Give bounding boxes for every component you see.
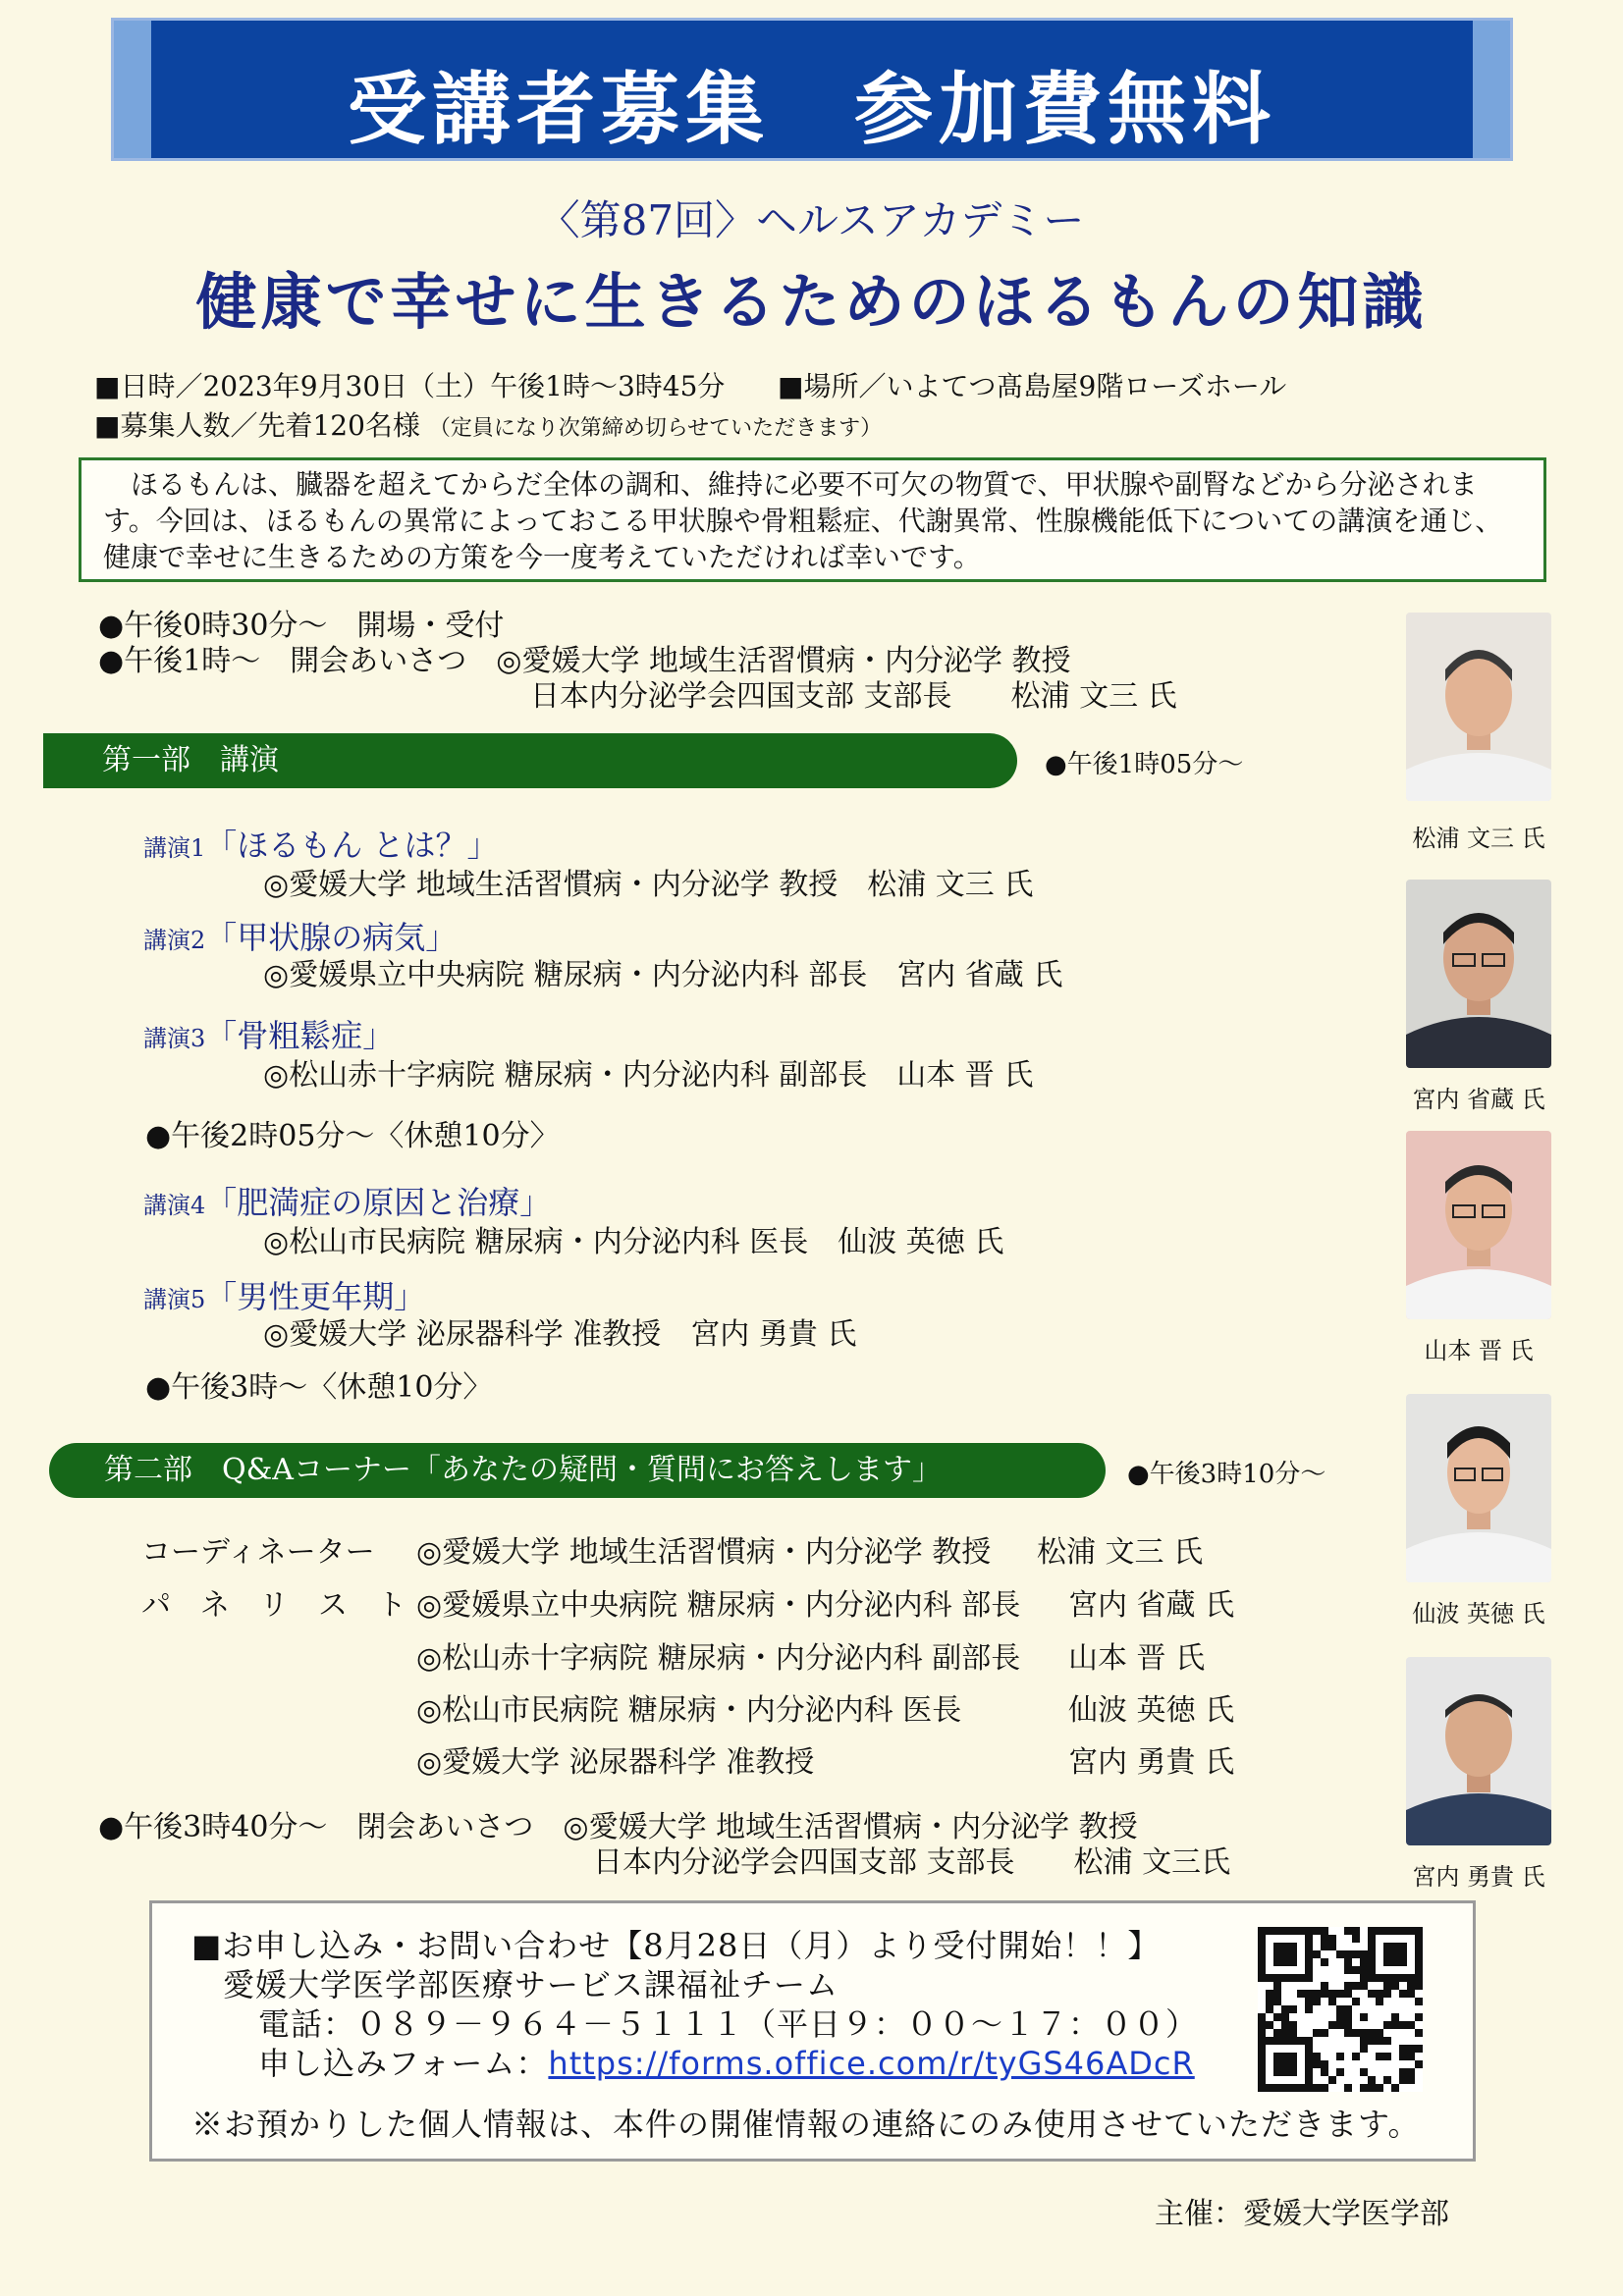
portrait-icon: [1406, 880, 1551, 1068]
lecture-number: 講演3: [143, 1025, 206, 1052]
header-banner: [111, 18, 1513, 161]
lecture-title: 「骨粗鬆症」: [205, 1017, 395, 1054]
part2-header: [49, 1443, 1106, 1498]
panel-org: ◎愛媛大学 地域生活習慣病・内分泌学 教授: [416, 1535, 992, 1570]
part1-header: [43, 733, 1017, 788]
break-2: ●午後3時～〈休憩10分〉: [145, 1370, 493, 1405]
info-datetime: ■日時／2023年9月30日（土）午後1時～3時45分: [94, 370, 726, 402]
schedule-open: ●午後0時30分～ 開場・受付: [98, 609, 505, 643]
lecture-title: 「甲状腺の病気」: [205, 919, 458, 956]
speaker-name: 宮内 省蔵 氏: [1412, 1086, 1545, 1113]
lecture-2-speaker: ◎愛媛県立中央病院 糖尿病・内分泌内科 部長 宮内 省蔵 氏: [263, 958, 1063, 992]
lecture-number: 講演4: [143, 1192, 206, 1219]
panel-name: 宮内 勇貴 氏: [1068, 1745, 1235, 1780]
panel-name: 宮内 省蔵 氏: [1068, 1588, 1235, 1623]
lecture-number: 講演5: [143, 1286, 206, 1313]
speaker-photo-4: [1406, 1394, 1557, 1629]
panelist-label: パ ネ リ ス ト: [141, 1588, 406, 1623]
contact-form: [258, 2039, 1195, 2084]
info-capacity-text: ■募集人数／先着120名様: [94, 409, 420, 442]
panel-org: ◎愛媛県立中央病院 糖尿病・内分泌内科 部長: [416, 1588, 1021, 1623]
portrait-icon: [1406, 1131, 1551, 1319]
speaker-name: 松浦 文三 氏: [1412, 825, 1545, 852]
speaker-name: 宮内 勇貴 氏: [1412, 1863, 1545, 1891]
form-link[interactable]: https://forms.office.com/r/tyGS46ADcR: [548, 2045, 1195, 2082]
portrait-icon: [1406, 1394, 1551, 1582]
panel-name: 山本 晋 氏: [1068, 1641, 1206, 1676]
break-1: ●午後2時05分～〈休憩10分〉: [145, 1119, 560, 1153]
lecture-1-speaker: ◎愛媛大学 地域生活習慣病・内分泌学 教授 松浦 文三 氏: [263, 868, 1034, 902]
contact-line-1: ■お申し込み・お問い合わせ【8月28日（月）より受付開始！！】: [191, 1927, 1161, 1964]
privacy-note: ※お預かりした個人情報は、本件の開催情報の連絡にのみ使用させていただきます。: [191, 2106, 1421, 2143]
panel-name: 松浦 文三 氏: [1037, 1535, 1204, 1570]
lecture-title: 「肥満症の原因と治療」: [205, 1184, 552, 1221]
lecture-title: 「ほるもん とは？」: [205, 827, 499, 864]
speaker-photo-1: [1406, 613, 1557, 853]
qr-code-icon[interactable]: [1258, 1927, 1423, 2092]
form-label: 申し込みフォーム：: [258, 2045, 549, 2082]
event-main-title: 健康で幸せに生きるためのほるもんの知識: [195, 266, 1428, 338]
banner-title: 受講者募集 参加費無料: [348, 64, 1276, 155]
contact-phone: 電話：０８９－９６４－５１１１（平日９：００～１７：００）: [258, 2005, 1199, 2043]
coordinator-label: コーディネーター: [141, 1535, 375, 1570]
part2-time: ●午後3時10分～: [1127, 1460, 1326, 1489]
info-capacity: [94, 404, 882, 444]
panel-org: ◎松山市民病院 糖尿病・内分泌内科 医長: [416, 1693, 962, 1728]
intro-box: [79, 457, 1546, 582]
lecture-4-speaker: ◎松山市民病院 糖尿病・内分泌内科 医長 仙波 英徳 氏: [263, 1225, 1004, 1259]
event-subtitle: 〈第87回〉ヘルスアカデミー: [538, 196, 1085, 244]
speaker-photo-5: [1406, 1657, 1557, 1892]
lecture-5-speaker: ◎愛媛大学 泌尿器科学 准教授 宮内 勇貴 氏: [263, 1317, 857, 1352]
lecture-number: 講演1: [143, 834, 206, 862]
schedule-greeting: ●午後1時～ 開会あいさつ ◎愛媛大学 地域生活習慣病・内分泌学 教授: [98, 644, 1071, 678]
speaker-name: 山本 晋 氏: [1424, 1337, 1534, 1364]
portrait-icon: [1406, 1657, 1551, 1845]
panel-org: ◎愛媛大学 泌尿器科学 准教授: [416, 1745, 815, 1780]
lecture-title: 「男性更年期」: [205, 1278, 426, 1315]
contact-box: [149, 1900, 1476, 2162]
schedule-greeting-2: 日本内分泌学会四国支部 支部長 松浦 文三 氏: [530, 679, 1177, 714]
closing-line-2: 日本内分泌学会四国支部 支部長 松浦 文三氏: [593, 1845, 1231, 1880]
part1-label: 第一部 講演: [102, 743, 279, 777]
panel-org: ◎松山赤十字病院 糖尿病・内分泌内科 副部長: [416, 1641, 1021, 1676]
closing-line-1: ●午後3時40分～ 閉会あいさつ ◎愛媛大学 地域生活習慣病・内分泌学 教授: [98, 1810, 1138, 1844]
portrait-icon: [1406, 613, 1551, 801]
info-place: ■場所／いよてつ髙島屋9階ローズホール: [778, 370, 1287, 402]
panel-name: 仙波 英徳 氏: [1068, 1693, 1235, 1728]
contact-org: 愛媛大学医学部医療サービス課福祉チーム: [223, 1966, 839, 2003]
speaker-photo-3: [1406, 1131, 1557, 1365]
speaker-name: 仙波 英徳 氏: [1412, 1600, 1545, 1628]
organizer: 主催：愛媛大学医学部: [1155, 2197, 1449, 2231]
lecture-3-speaker: ◎松山赤十字病院 糖尿病・内分泌内科 副部長 山本 晋 氏: [263, 1058, 1034, 1093]
info-capacity-note: （定員になり次第締め切らせていただきます）: [428, 416, 883, 441]
intro-text: ほるもんは、臓器を超えてからだ全体の調和、維持に必要不可欠の物質で、甲状腺や副腎などから分泌されます。今回は、ほるもんの異常によっておこる甲状腺や骨粗鬆症、代謝異常、性腺機能低下についての講演を通じ、健康で幸せに生きるための方策を今一度考えていただければ幸いです。: [103, 468, 1503, 573]
part2-label: 第二部 Q&Aコーナー「あなたの疑問・質問にお答えします」: [104, 1453, 942, 1487]
speaker-photo-2: [1406, 880, 1557, 1114]
lecture-number: 講演2: [143, 927, 206, 954]
part1-time: ●午後1時05分～: [1045, 750, 1244, 779]
